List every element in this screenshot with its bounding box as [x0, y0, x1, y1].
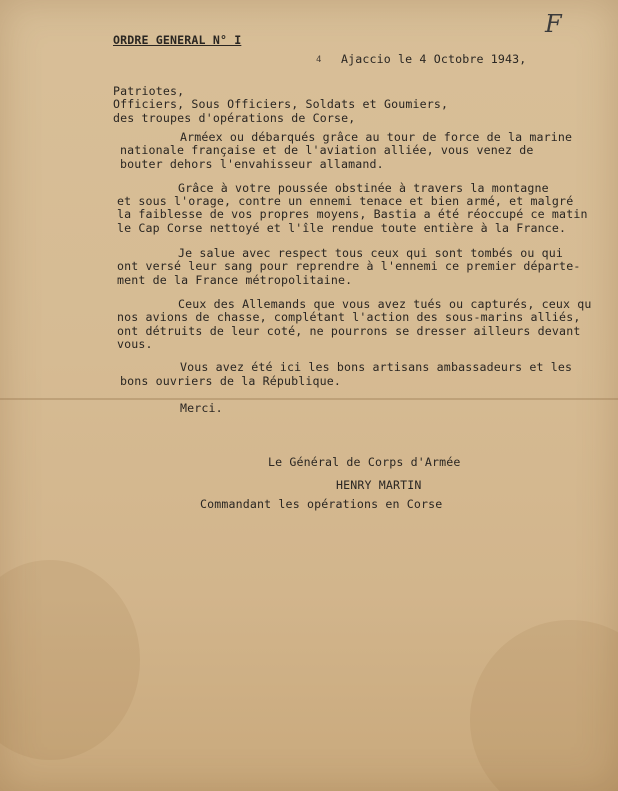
paragraph-line: Arméex ou débarqués grâce au tour de force de la marine [180, 130, 573, 144]
signature-title: Le Général de Corps d'Armée [268, 455, 461, 469]
paper-stain [0, 560, 140, 760]
paragraph-line: et sous l'orage, contre un ennemi tenace et bien armé, et malgré [117, 194, 574, 208]
paragraph-line: vous. [117, 337, 153, 351]
paragraph-line: nationale française et de l'aviation alliée, vous venez de [120, 143, 534, 157]
paragraph-line: bons ouvriers de la République. [120, 374, 342, 388]
paragraph-line: Ceux des Allemands que vous avez tués ou capturés, ceux qu [178, 297, 592, 311]
salutation-line: des troupes d'opérations de Corse, [113, 111, 356, 125]
paragraph-line: Grâce à votre poussée obstinée à travers la montagne [178, 181, 549, 195]
paragraph-line: ont versé leur sang pour reprendre à l'ennemi ce premier départe- [117, 259, 581, 273]
paragraph-line: bouter dehors l'envahisseur allamand. [120, 157, 384, 171]
paragraph-line: Vous avez été ici les bons artisans ambassadeurs et les [180, 360, 573, 374]
closing-thanks: Merci. [180, 401, 223, 415]
document-heading: ORDRE GENERAL N° I [113, 33, 242, 47]
paragraph-line: ont détruits de leur coté, ne pourrons se dresser ailleurs devant [117, 324, 581, 338]
salutation-line: Patriotes, [113, 84, 185, 98]
paper-fold [0, 398, 618, 400]
handwritten-mark: F [545, 10, 562, 38]
paragraph-line: le Cap Corse nettoyé et l'île rendue toute entière à la France. [117, 221, 567, 235]
signature-role: Commandant les opérations en Corse [200, 497, 443, 511]
paragraph-line: ment de la France métropolitaine. [117, 273, 353, 287]
paper-stain [470, 620, 618, 791]
signature-name: HENRY MARTIN [336, 478, 422, 492]
salutation-line: Officiers, Sous Officiers, Soldats et Goumiers, [113, 97, 449, 111]
paragraph-line: Je salue avec respect tous ceux qui sont tombés ou qui [178, 246, 564, 260]
place-date: Ajaccio le 4 Octobre 1943, [341, 52, 527, 66]
paragraph-line: la faiblesse de vos propres moyens, Bastia a été réoccupé ce matin [117, 207, 588, 221]
side-mark: 4 [316, 55, 322, 65]
paragraph-line: nos avions de chasse, complétant l'action des sous-marins alliés, [117, 310, 581, 324]
